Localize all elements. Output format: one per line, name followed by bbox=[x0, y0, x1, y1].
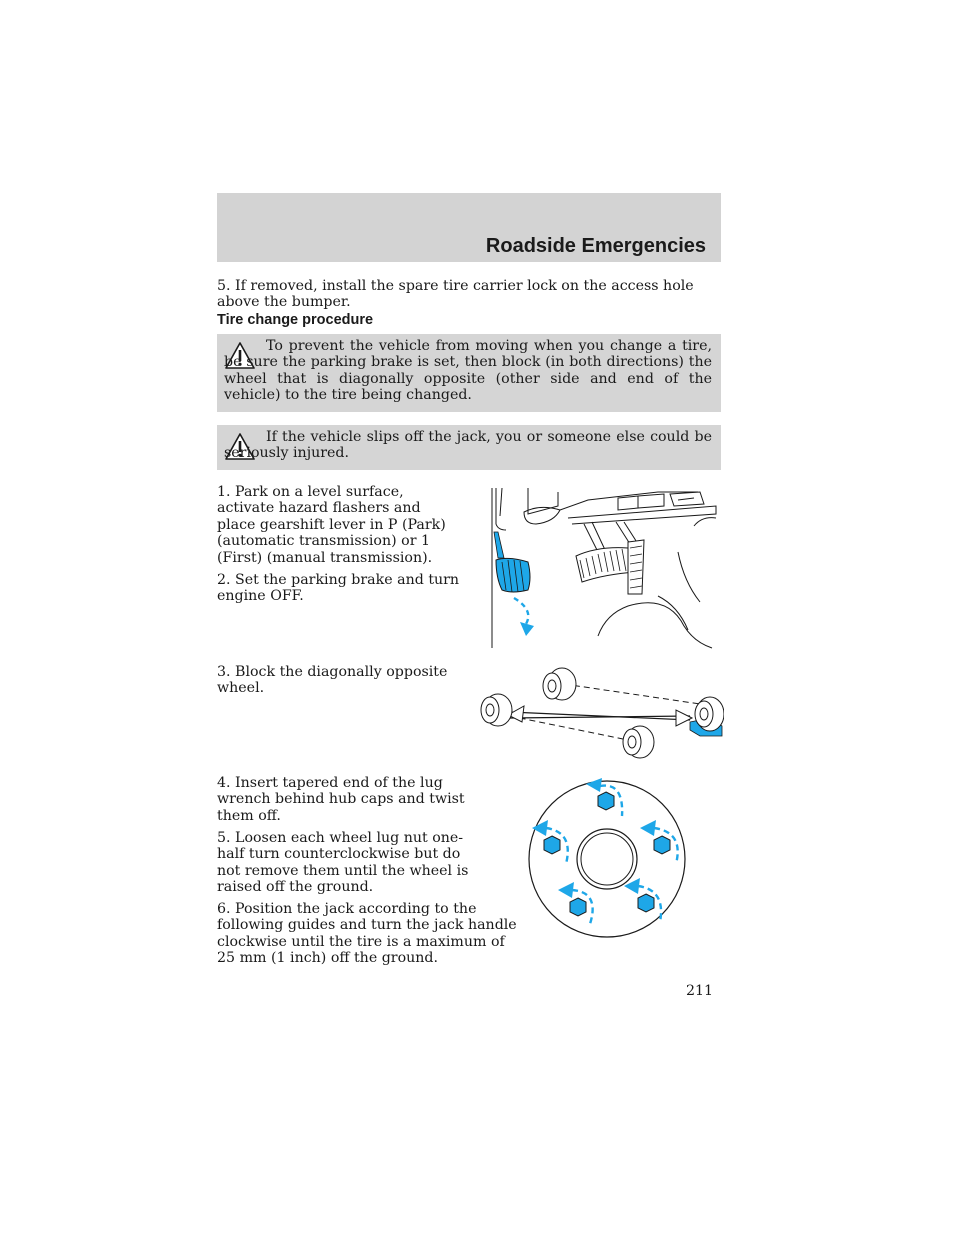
lug-nut-icon bbox=[638, 894, 654, 912]
step-2: 2. Set the parking brake and turn engine OFF. bbox=[217, 572, 460, 605]
step-6: 6. Position the jack according to the following guides and turn the jack handle clockwise until the tire is a maximum of 25 mm (1 inch) off the ground. bbox=[217, 901, 517, 967]
parking-brake-illustration bbox=[488, 486, 720, 650]
warning-box-1 bbox=[217, 334, 721, 412]
step-1: 1. Park on a level surface, activate hazard flashers and place gearshift lever in P (Park) (automatic transmission) or 1 (First) (manual transmission). bbox=[217, 484, 446, 566]
intro-step: 5. If removed, install the spare tire carrier lock on the access hole above the bumper. bbox=[217, 278, 694, 311]
warning-box-2 bbox=[217, 425, 721, 470]
lug-nut-illustration bbox=[526, 778, 688, 940]
step-3: 3. Block the diagonally opposite wheel. bbox=[217, 664, 448, 697]
warning-text-2: If the vehicle slips off the jack, you or someone else could be seriously injured. bbox=[224, 429, 712, 462]
section-title: Roadside Emergencies bbox=[485, 235, 706, 257]
wheel-block-illustration bbox=[478, 666, 724, 762]
lug-nut-icon bbox=[598, 792, 614, 810]
arrow-down-icon bbox=[520, 622, 534, 636]
lug-nut-icon bbox=[544, 836, 560, 854]
step-5: 5. Loosen each wheel lug nut one-half turn counterclockwise but do not remove them until the wheel is raised off the ground. bbox=[217, 830, 469, 896]
warning-text-1: To prevent the vehicle from moving when you change a tire, be sure the parking brake is set, then block (in both directions) the wheel that is diagonally opposite (other side and end of the vehicle) to the tire being changed. bbox=[224, 338, 712, 404]
procedure-heading: Tire change procedure bbox=[217, 312, 374, 328]
lug-nut-icon bbox=[654, 836, 670, 854]
page-number: 211 bbox=[686, 983, 714, 999]
section-header bbox=[217, 193, 721, 262]
step-4: 4. Insert tapered end of the lug wrench behind hub caps and twist them off. bbox=[217, 775, 465, 824]
lug-nut-icon bbox=[570, 898, 586, 916]
